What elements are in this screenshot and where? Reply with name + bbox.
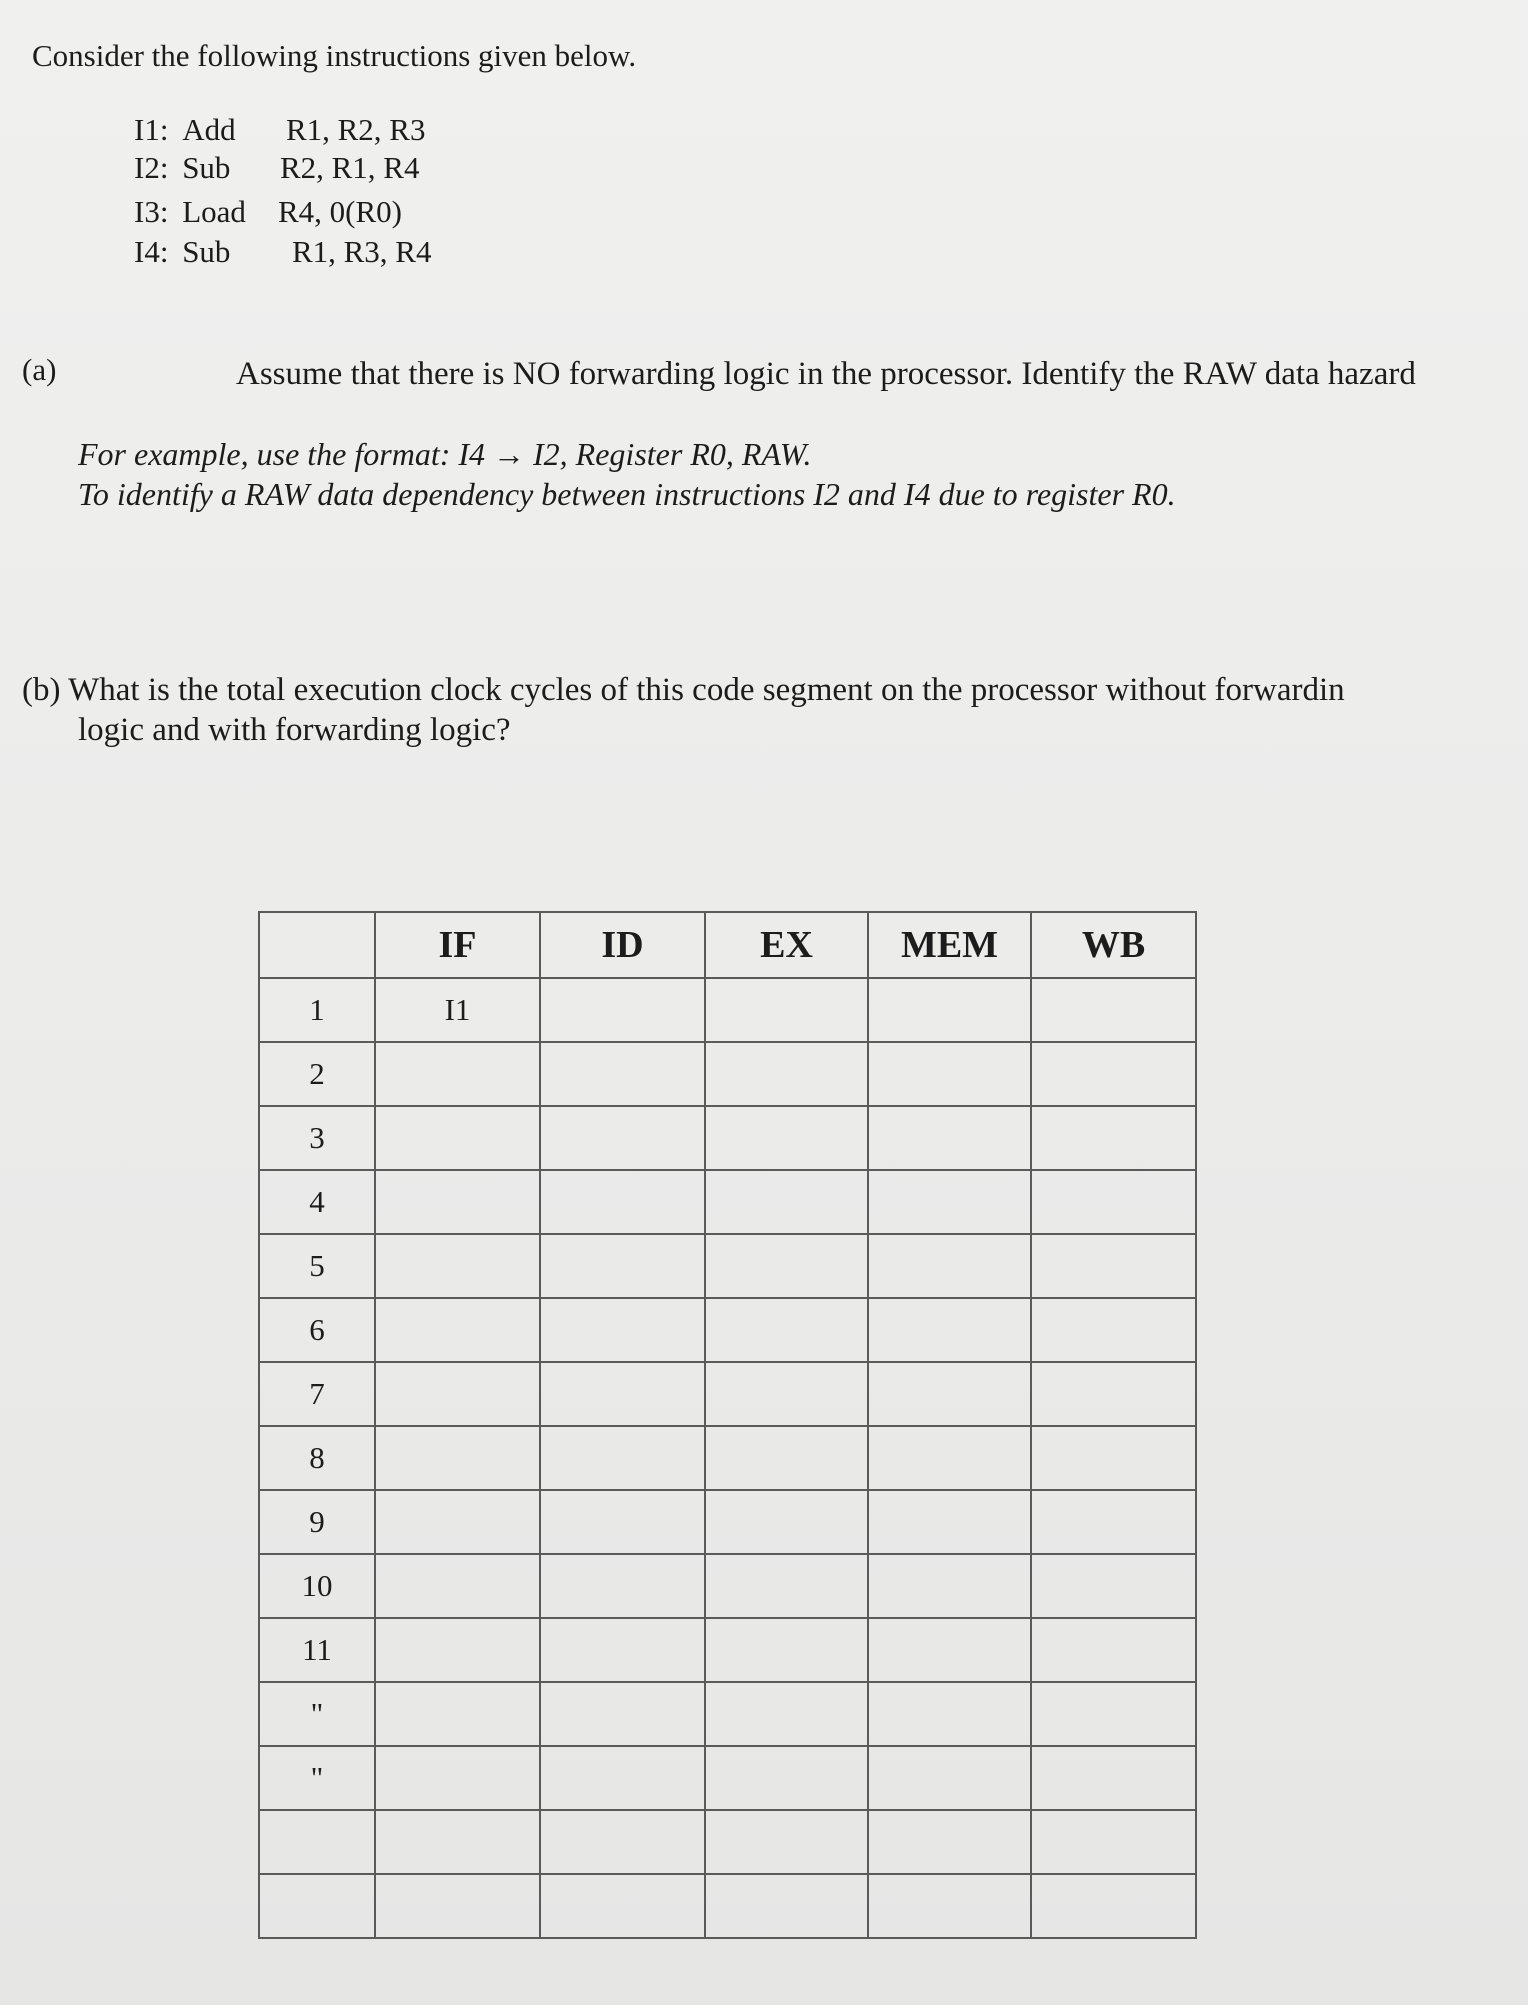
table-row (259, 1170, 1196, 1234)
cycle-cell: 10 (259, 1554, 375, 1618)
table-row (259, 1746, 1196, 1810)
if-cell (375, 1618, 540, 1682)
ex-cell (705, 1106, 868, 1170)
wb-cell (1031, 1234, 1196, 1298)
instruction-op: Load (182, 194, 246, 229)
id-cell (540, 1362, 705, 1426)
instruction-id: I3: (134, 194, 169, 229)
instruction-op: Sub (182, 150, 231, 185)
if-cell (375, 1682, 540, 1746)
wb-cell (1031, 1426, 1196, 1490)
intro-text: Consider the following instructions given below. (32, 38, 637, 73)
ex-cell (705, 1170, 868, 1234)
instruction-op: Add (182, 112, 236, 147)
table-row (259, 1874, 1196, 1938)
wb-cell (1031, 1618, 1196, 1682)
id-cell (540, 1106, 705, 1170)
mem-cell (868, 1426, 1031, 1490)
if-cell (375, 1234, 540, 1298)
part-b-question-line-2: logic and with forwarding logic? (78, 712, 511, 748)
mem-cell (868, 1874, 1031, 1938)
table-row (259, 1618, 1196, 1682)
ex-cell (705, 1490, 868, 1554)
header-wb: WB (1031, 912, 1196, 978)
instruction-id: I2: (134, 150, 169, 185)
ex-cell (705, 978, 868, 1042)
instruction-i2 (134, 150, 419, 186)
mem-cell (868, 1746, 1031, 1810)
cycle-cell: 8 (259, 1426, 375, 1490)
if-cell (375, 1042, 540, 1106)
table-row (259, 1682, 1196, 1746)
ex-cell (705, 1618, 868, 1682)
wb-cell (1031, 1874, 1196, 1938)
ex-cell (705, 1874, 868, 1938)
id-cell (540, 1426, 705, 1490)
mem-cell (868, 1810, 1031, 1874)
cycle-cell: 3 (259, 1106, 375, 1170)
ex-cell (705, 1298, 868, 1362)
part-a-example-line-1: For example, use the format: I4 → I2, Register R0, RAW. (78, 436, 812, 472)
mem-cell (868, 1042, 1031, 1106)
header-ex: EX (705, 912, 868, 978)
ex-cell (705, 1234, 868, 1298)
if-cell (375, 1298, 540, 1362)
if-cell (375, 1810, 540, 1874)
table-row (259, 1554, 1196, 1618)
wb-cell (1031, 1042, 1196, 1106)
mem-cell (868, 1234, 1031, 1298)
cycle-cell: 1 (259, 978, 375, 1042)
if-cell: I1 (375, 978, 540, 1042)
wb-cell (1031, 978, 1196, 1042)
id-cell (540, 1810, 705, 1874)
part-b-question-line-1: (b) What is the total execution clock cycles of this code segment on the processor without forwardin (22, 672, 1345, 708)
table-row (259, 978, 1196, 1042)
instruction-i4 (134, 234, 431, 270)
wb-cell (1031, 1298, 1196, 1362)
id-cell (540, 1042, 705, 1106)
table-row (259, 1042, 1196, 1106)
ex-cell (705, 1682, 868, 1746)
cycle-cell: " (259, 1682, 375, 1746)
cycle-cell: 5 (259, 1234, 375, 1298)
wb-cell (1031, 1170, 1196, 1234)
wb-cell (1031, 1746, 1196, 1810)
id-cell (540, 1234, 705, 1298)
cycle-cell: 11 (259, 1618, 375, 1682)
wb-cell (1031, 1682, 1196, 1746)
id-cell (540, 1746, 705, 1810)
table-row (259, 1106, 1196, 1170)
mem-cell (868, 1106, 1031, 1170)
cycle-cell: " (259, 1746, 375, 1810)
instruction-i1 (134, 112, 425, 148)
id-cell (540, 1682, 705, 1746)
mem-cell (868, 1362, 1031, 1426)
pipeline-table-body (259, 978, 1196, 1938)
wb-cell (1031, 1810, 1196, 1874)
mem-cell (868, 1682, 1031, 1746)
wb-cell (1031, 1106, 1196, 1170)
mem-cell (868, 1170, 1031, 1234)
cycle-cell (259, 1874, 375, 1938)
cycle-cell: 4 (259, 1170, 375, 1234)
part-a-example-line-2: To identify a RAW data dependency between instructions I2 and I4 due to register R0. (78, 476, 1176, 512)
ex-cell (705, 1042, 868, 1106)
wb-cell (1031, 1490, 1196, 1554)
cycle-cell: 9 (259, 1490, 375, 1554)
cycle-cell: 7 (259, 1362, 375, 1426)
table-row (259, 1426, 1196, 1490)
pipeline-table (258, 911, 1197, 1939)
ex-cell (705, 1746, 868, 1810)
header-cycle (259, 912, 375, 978)
instruction-id: I1: (134, 112, 169, 147)
ex-cell (705, 1362, 868, 1426)
part-a-label: (a) (22, 352, 57, 387)
id-cell (540, 1490, 705, 1554)
id-cell (540, 978, 705, 1042)
instruction-args: R4, 0(R0) (277, 194, 402, 229)
instruction-args: R2, R1, R4 (279, 150, 420, 185)
header-mem: MEM (868, 912, 1031, 978)
if-cell (375, 1874, 540, 1938)
id-cell (540, 1298, 705, 1362)
mem-cell (868, 1490, 1031, 1554)
cycle-cell: 6 (259, 1298, 375, 1362)
id-cell (540, 1170, 705, 1234)
header-id: ID (540, 912, 705, 978)
table-row (259, 1490, 1196, 1554)
table-row (259, 1810, 1196, 1874)
ex-cell (705, 1426, 868, 1490)
mem-cell (868, 1618, 1031, 1682)
if-cell (375, 1426, 540, 1490)
ex-cell (705, 1810, 868, 1874)
instruction-i3 (134, 194, 402, 230)
instruction-op: Sub (182, 234, 231, 269)
table-row (259, 1298, 1196, 1362)
table-row (259, 1234, 1196, 1298)
wb-cell (1031, 1554, 1196, 1618)
if-cell (375, 1362, 540, 1426)
id-cell (540, 1618, 705, 1682)
if-cell (375, 1106, 540, 1170)
cycle-cell: 2 (259, 1042, 375, 1106)
if-cell (375, 1170, 540, 1234)
mem-cell (868, 1554, 1031, 1618)
mem-cell (868, 1298, 1031, 1362)
table-row (259, 1362, 1196, 1426)
instruction-args: R1, R2, R3 (285, 112, 426, 147)
if-cell (375, 1554, 540, 1618)
part-a-question: Assume that there is NO forwarding logic in the processor. Identify the RAW data hazard (236, 356, 1416, 392)
ex-cell (705, 1554, 868, 1618)
instruction-args: R1, R3, R4 (291, 234, 432, 269)
instruction-id: I4: (134, 234, 169, 269)
if-cell (375, 1746, 540, 1810)
cycle-cell (259, 1810, 375, 1874)
header-if: IF (375, 912, 540, 978)
id-cell (540, 1554, 705, 1618)
mem-cell (868, 978, 1031, 1042)
if-cell (375, 1490, 540, 1554)
table-header-row (259, 912, 1196, 978)
wb-cell (1031, 1362, 1196, 1426)
id-cell (540, 1874, 705, 1938)
